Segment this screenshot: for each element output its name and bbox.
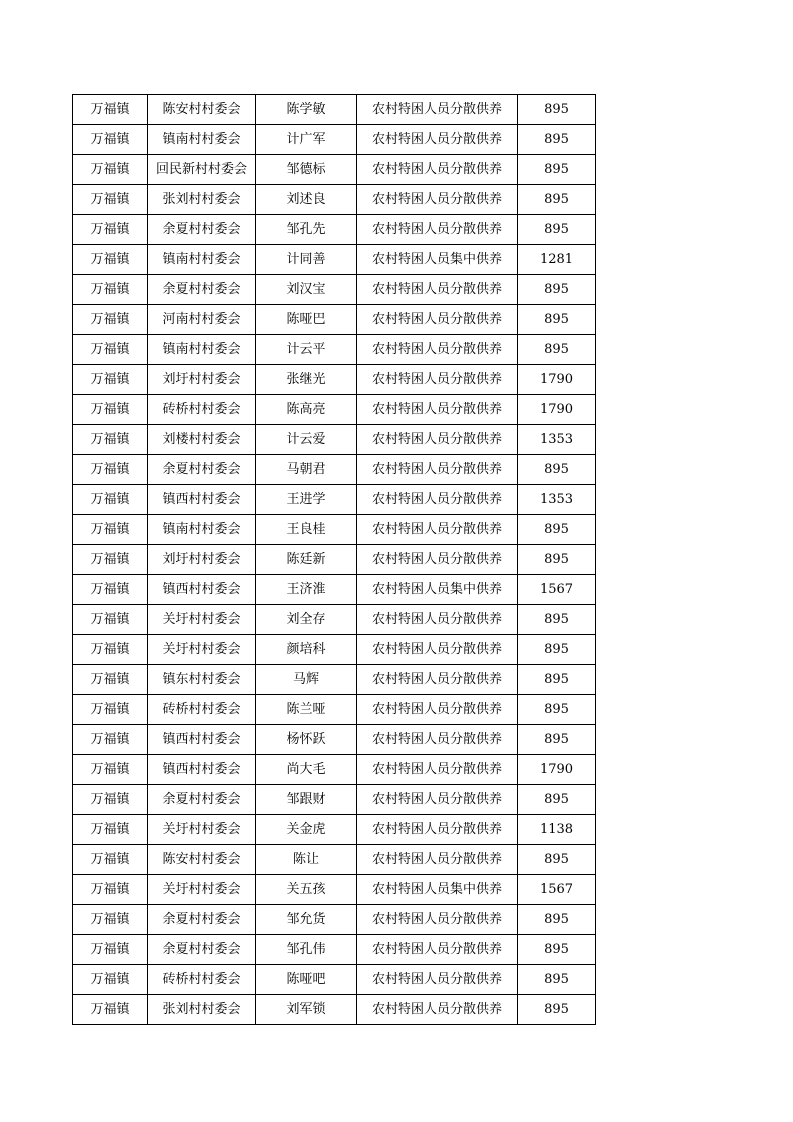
- amount-cell: 1790: [518, 365, 596, 395]
- table-row: [73, 995, 596, 1025]
- name-cell: 马辉: [256, 665, 357, 695]
- name-cell: 刘汉宝: [256, 275, 357, 305]
- village-committee-cell: 镇南村村委会: [148, 125, 256, 155]
- village-committee-cell: 镇西村村委会: [148, 485, 256, 515]
- name-cell: 王济淮: [256, 575, 357, 605]
- table-row: [73, 905, 596, 935]
- amount-cell: 895: [518, 605, 596, 635]
- name-cell: 邹允货: [256, 905, 357, 935]
- town-cell: 万福镇: [73, 455, 148, 485]
- town-cell: 万福镇: [73, 275, 148, 305]
- town-cell: 万福镇: [73, 635, 148, 665]
- name-cell: 张继光: [256, 365, 357, 395]
- town-cell: 万福镇: [73, 365, 148, 395]
- support-type-cell: 农村特困人员分散供养: [357, 605, 518, 635]
- name-cell: 陈兰哑: [256, 695, 357, 725]
- village-committee-cell: 陈安村村委会: [148, 845, 256, 875]
- support-type-cell: 农村特困人员分散供养: [357, 755, 518, 785]
- village-committee-cell: 余夏村村委会: [148, 785, 256, 815]
- table-row: [73, 125, 596, 155]
- table-row: [73, 575, 596, 605]
- table-row: [73, 185, 596, 215]
- support-type-cell: 农村特困人员分散供养: [357, 905, 518, 935]
- village-committee-cell: 刘楼村村委会: [148, 425, 256, 455]
- amount-cell: 895: [518, 275, 596, 305]
- amount-cell: 1353: [518, 485, 596, 515]
- amount-cell: 895: [518, 335, 596, 365]
- town-cell: 万福镇: [73, 515, 148, 545]
- town-cell: 万福镇: [73, 755, 148, 785]
- support-type-cell: 农村特困人员分散供养: [357, 725, 518, 755]
- village-committee-cell: 回民新村村委会: [148, 155, 256, 185]
- support-type-cell: 农村特困人员集中供养: [357, 875, 518, 905]
- table-row: [73, 875, 596, 905]
- amount-cell: 895: [518, 965, 596, 995]
- table-row: [73, 335, 596, 365]
- table-row: [73, 305, 596, 335]
- name-cell: 邹跟财: [256, 785, 357, 815]
- town-cell: 万福镇: [73, 95, 148, 125]
- name-cell: 马朝君: [256, 455, 357, 485]
- town-cell: 万福镇: [73, 545, 148, 575]
- village-committee-cell: 余夏村村委会: [148, 455, 256, 485]
- name-cell: 杨怀跃: [256, 725, 357, 755]
- support-type-cell: 农村特困人员分散供养: [357, 815, 518, 845]
- support-type-cell: 农村特困人员集中供养: [357, 575, 518, 605]
- table-row: [73, 725, 596, 755]
- town-cell: 万福镇: [73, 575, 148, 605]
- support-type-cell: 农村特困人员分散供养: [357, 395, 518, 425]
- town-cell: 万福镇: [73, 695, 148, 725]
- name-cell: 关金虎: [256, 815, 357, 845]
- village-committee-cell: 砖桥村村委会: [148, 395, 256, 425]
- town-cell: 万福镇: [73, 935, 148, 965]
- town-cell: 万福镇: [73, 335, 148, 365]
- town-cell: 万福镇: [73, 125, 148, 155]
- village-committee-cell: 关圩村村委会: [148, 875, 256, 905]
- name-cell: 陈学敏: [256, 95, 357, 125]
- table-row: [73, 965, 596, 995]
- amount-cell: 895: [518, 215, 596, 245]
- table-row: [73, 155, 596, 185]
- amount-cell: 895: [518, 455, 596, 485]
- table-row: [73, 785, 596, 815]
- village-committee-cell: 关圩村村委会: [148, 605, 256, 635]
- support-type-cell: 农村特困人员分散供养: [357, 845, 518, 875]
- village-committee-cell: 镇西村村委会: [148, 755, 256, 785]
- amount-cell: 895: [518, 305, 596, 335]
- town-cell: 万福镇: [73, 815, 148, 845]
- name-cell: 刘军锁: [256, 995, 357, 1025]
- town-cell: 万福镇: [73, 395, 148, 425]
- support-type-cell: 农村特困人员分散供养: [357, 95, 518, 125]
- village-committee-cell: 砖桥村村委会: [148, 965, 256, 995]
- name-cell: 邹孔伟: [256, 935, 357, 965]
- amount-cell: 895: [518, 635, 596, 665]
- town-cell: 万福镇: [73, 155, 148, 185]
- table-row: [73, 815, 596, 845]
- village-committee-cell: 余夏村村委会: [148, 215, 256, 245]
- name-cell: 计云平: [256, 335, 357, 365]
- amount-cell: 1138: [518, 815, 596, 845]
- amount-cell: 1353: [518, 425, 596, 455]
- name-cell: 计云爱: [256, 425, 357, 455]
- support-type-cell: 农村特困人员分散供养: [357, 965, 518, 995]
- table-row: [73, 485, 596, 515]
- town-cell: 万福镇: [73, 965, 148, 995]
- support-type-cell: 农村特困人员分散供养: [357, 125, 518, 155]
- village-committee-cell: 河南村村委会: [148, 305, 256, 335]
- table-row: [73, 215, 596, 245]
- town-cell: 万福镇: [73, 995, 148, 1025]
- amount-cell: 895: [518, 515, 596, 545]
- support-type-cell: 农村特困人员分散供养: [357, 515, 518, 545]
- table-row: [73, 935, 596, 965]
- amount-cell: 895: [518, 995, 596, 1025]
- name-cell: 计广军: [256, 125, 357, 155]
- table-row: [73, 275, 596, 305]
- support-type-cell: 农村特困人员分散供养: [357, 335, 518, 365]
- amount-cell: 895: [518, 785, 596, 815]
- support-type-cell: 农村特困人员分散供养: [357, 305, 518, 335]
- amount-cell: 1567: [518, 875, 596, 905]
- village-committee-cell: 镇东村村委会: [148, 665, 256, 695]
- support-type-cell: 农村特困人员分散供养: [357, 425, 518, 455]
- village-committee-cell: 张刘村村委会: [148, 995, 256, 1025]
- amount-cell: 1281: [518, 245, 596, 275]
- town-cell: 万福镇: [73, 215, 148, 245]
- table-row: [73, 545, 596, 575]
- amount-cell: 895: [518, 95, 596, 125]
- village-committee-cell: 关圩村村委会: [148, 635, 256, 665]
- support-type-cell: 农村特困人员分散供养: [357, 935, 518, 965]
- name-cell: 关五孩: [256, 875, 357, 905]
- town-cell: 万福镇: [73, 725, 148, 755]
- support-type-cell: 农村特困人员分散供养: [357, 365, 518, 395]
- amount-cell: 895: [518, 665, 596, 695]
- amount-cell: 895: [518, 845, 596, 875]
- name-cell: 刘全存: [256, 605, 357, 635]
- table-row: [73, 455, 596, 485]
- village-committee-cell: 镇西村村委会: [148, 725, 256, 755]
- name-cell: 陈哑巴: [256, 305, 357, 335]
- town-cell: 万福镇: [73, 875, 148, 905]
- table-body: [73, 95, 596, 1025]
- table-row: [73, 695, 596, 725]
- town-cell: 万福镇: [73, 185, 148, 215]
- village-committee-cell: 关圩村村委会: [148, 815, 256, 845]
- village-committee-cell: 余夏村村委会: [148, 275, 256, 305]
- amount-cell: 895: [518, 545, 596, 575]
- table-row: [73, 665, 596, 695]
- support-type-cell: 农村特困人员分散供养: [357, 485, 518, 515]
- name-cell: 陈廷新: [256, 545, 357, 575]
- name-cell: 计同善: [256, 245, 357, 275]
- village-committee-cell: 陈安村村委会: [148, 95, 256, 125]
- village-committee-cell: 镇南村村委会: [148, 245, 256, 275]
- amount-cell: 895: [518, 155, 596, 185]
- amount-cell: 895: [518, 725, 596, 755]
- table-row: [73, 845, 596, 875]
- town-cell: 万福镇: [73, 485, 148, 515]
- amount-cell: 895: [518, 125, 596, 155]
- table-row: [73, 605, 596, 635]
- village-committee-cell: 张刘村村委会: [148, 185, 256, 215]
- town-cell: 万福镇: [73, 605, 148, 635]
- amount-cell: 895: [518, 935, 596, 965]
- town-cell: 万福镇: [73, 665, 148, 695]
- support-type-cell: 农村特困人员分散供养: [357, 785, 518, 815]
- beneficiary-table: [72, 94, 596, 1025]
- name-cell: 邹德标: [256, 155, 357, 185]
- support-type-cell: 农村特困人员分散供养: [357, 155, 518, 185]
- town-cell: 万福镇: [73, 305, 148, 335]
- support-type-cell: 农村特困人员分散供养: [357, 635, 518, 665]
- name-cell: 王进学: [256, 485, 357, 515]
- name-cell: 尚大毛: [256, 755, 357, 785]
- village-committee-cell: 镇南村村委会: [148, 515, 256, 545]
- name-cell: 刘述良: [256, 185, 357, 215]
- village-committee-cell: 余夏村村委会: [148, 935, 256, 965]
- name-cell: 陈高亮: [256, 395, 357, 425]
- table-row: [73, 245, 596, 275]
- town-cell: 万福镇: [73, 245, 148, 275]
- name-cell: 陈让: [256, 845, 357, 875]
- support-type-cell: 农村特困人员分散供养: [357, 185, 518, 215]
- town-cell: 万福镇: [73, 905, 148, 935]
- support-type-cell: 农村特困人员分散供养: [357, 995, 518, 1025]
- table-row: [73, 95, 596, 125]
- name-cell: 王良桂: [256, 515, 357, 545]
- town-cell: 万福镇: [73, 845, 148, 875]
- name-cell: 邹孔先: [256, 215, 357, 245]
- amount-cell: 895: [518, 905, 596, 935]
- village-committee-cell: 镇西村村委会: [148, 575, 256, 605]
- village-committee-cell: 砖桥村村委会: [148, 695, 256, 725]
- table-row: [73, 635, 596, 665]
- amount-cell: 1790: [518, 395, 596, 425]
- town-cell: 万福镇: [73, 785, 148, 815]
- village-committee-cell: 刘圩村村委会: [148, 545, 256, 575]
- amount-cell: 1567: [518, 575, 596, 605]
- amount-cell: 895: [518, 185, 596, 215]
- support-type-cell: 农村特困人员分散供养: [357, 215, 518, 245]
- table-row: [73, 755, 596, 785]
- village-committee-cell: 余夏村村委会: [148, 905, 256, 935]
- table-row: [73, 425, 596, 455]
- table-row: [73, 395, 596, 425]
- table-row: [73, 365, 596, 395]
- name-cell: 颜培科: [256, 635, 357, 665]
- name-cell: 陈哑吧: [256, 965, 357, 995]
- support-type-cell: 农村特困人员分散供养: [357, 455, 518, 485]
- support-type-cell: 农村特困人员分散供养: [357, 695, 518, 725]
- amount-cell: 1790: [518, 755, 596, 785]
- support-type-cell: 农村特困人员分散供养: [357, 665, 518, 695]
- village-committee-cell: 刘圩村村委会: [148, 365, 256, 395]
- village-committee-cell: 镇南村村委会: [148, 335, 256, 365]
- support-type-cell: 农村特困人员集中供养: [357, 245, 518, 275]
- table-row: [73, 515, 596, 545]
- town-cell: 万福镇: [73, 425, 148, 455]
- support-type-cell: 农村特困人员分散供养: [357, 275, 518, 305]
- amount-cell: 895: [518, 695, 596, 725]
- support-type-cell: 农村特困人员分散供养: [357, 545, 518, 575]
